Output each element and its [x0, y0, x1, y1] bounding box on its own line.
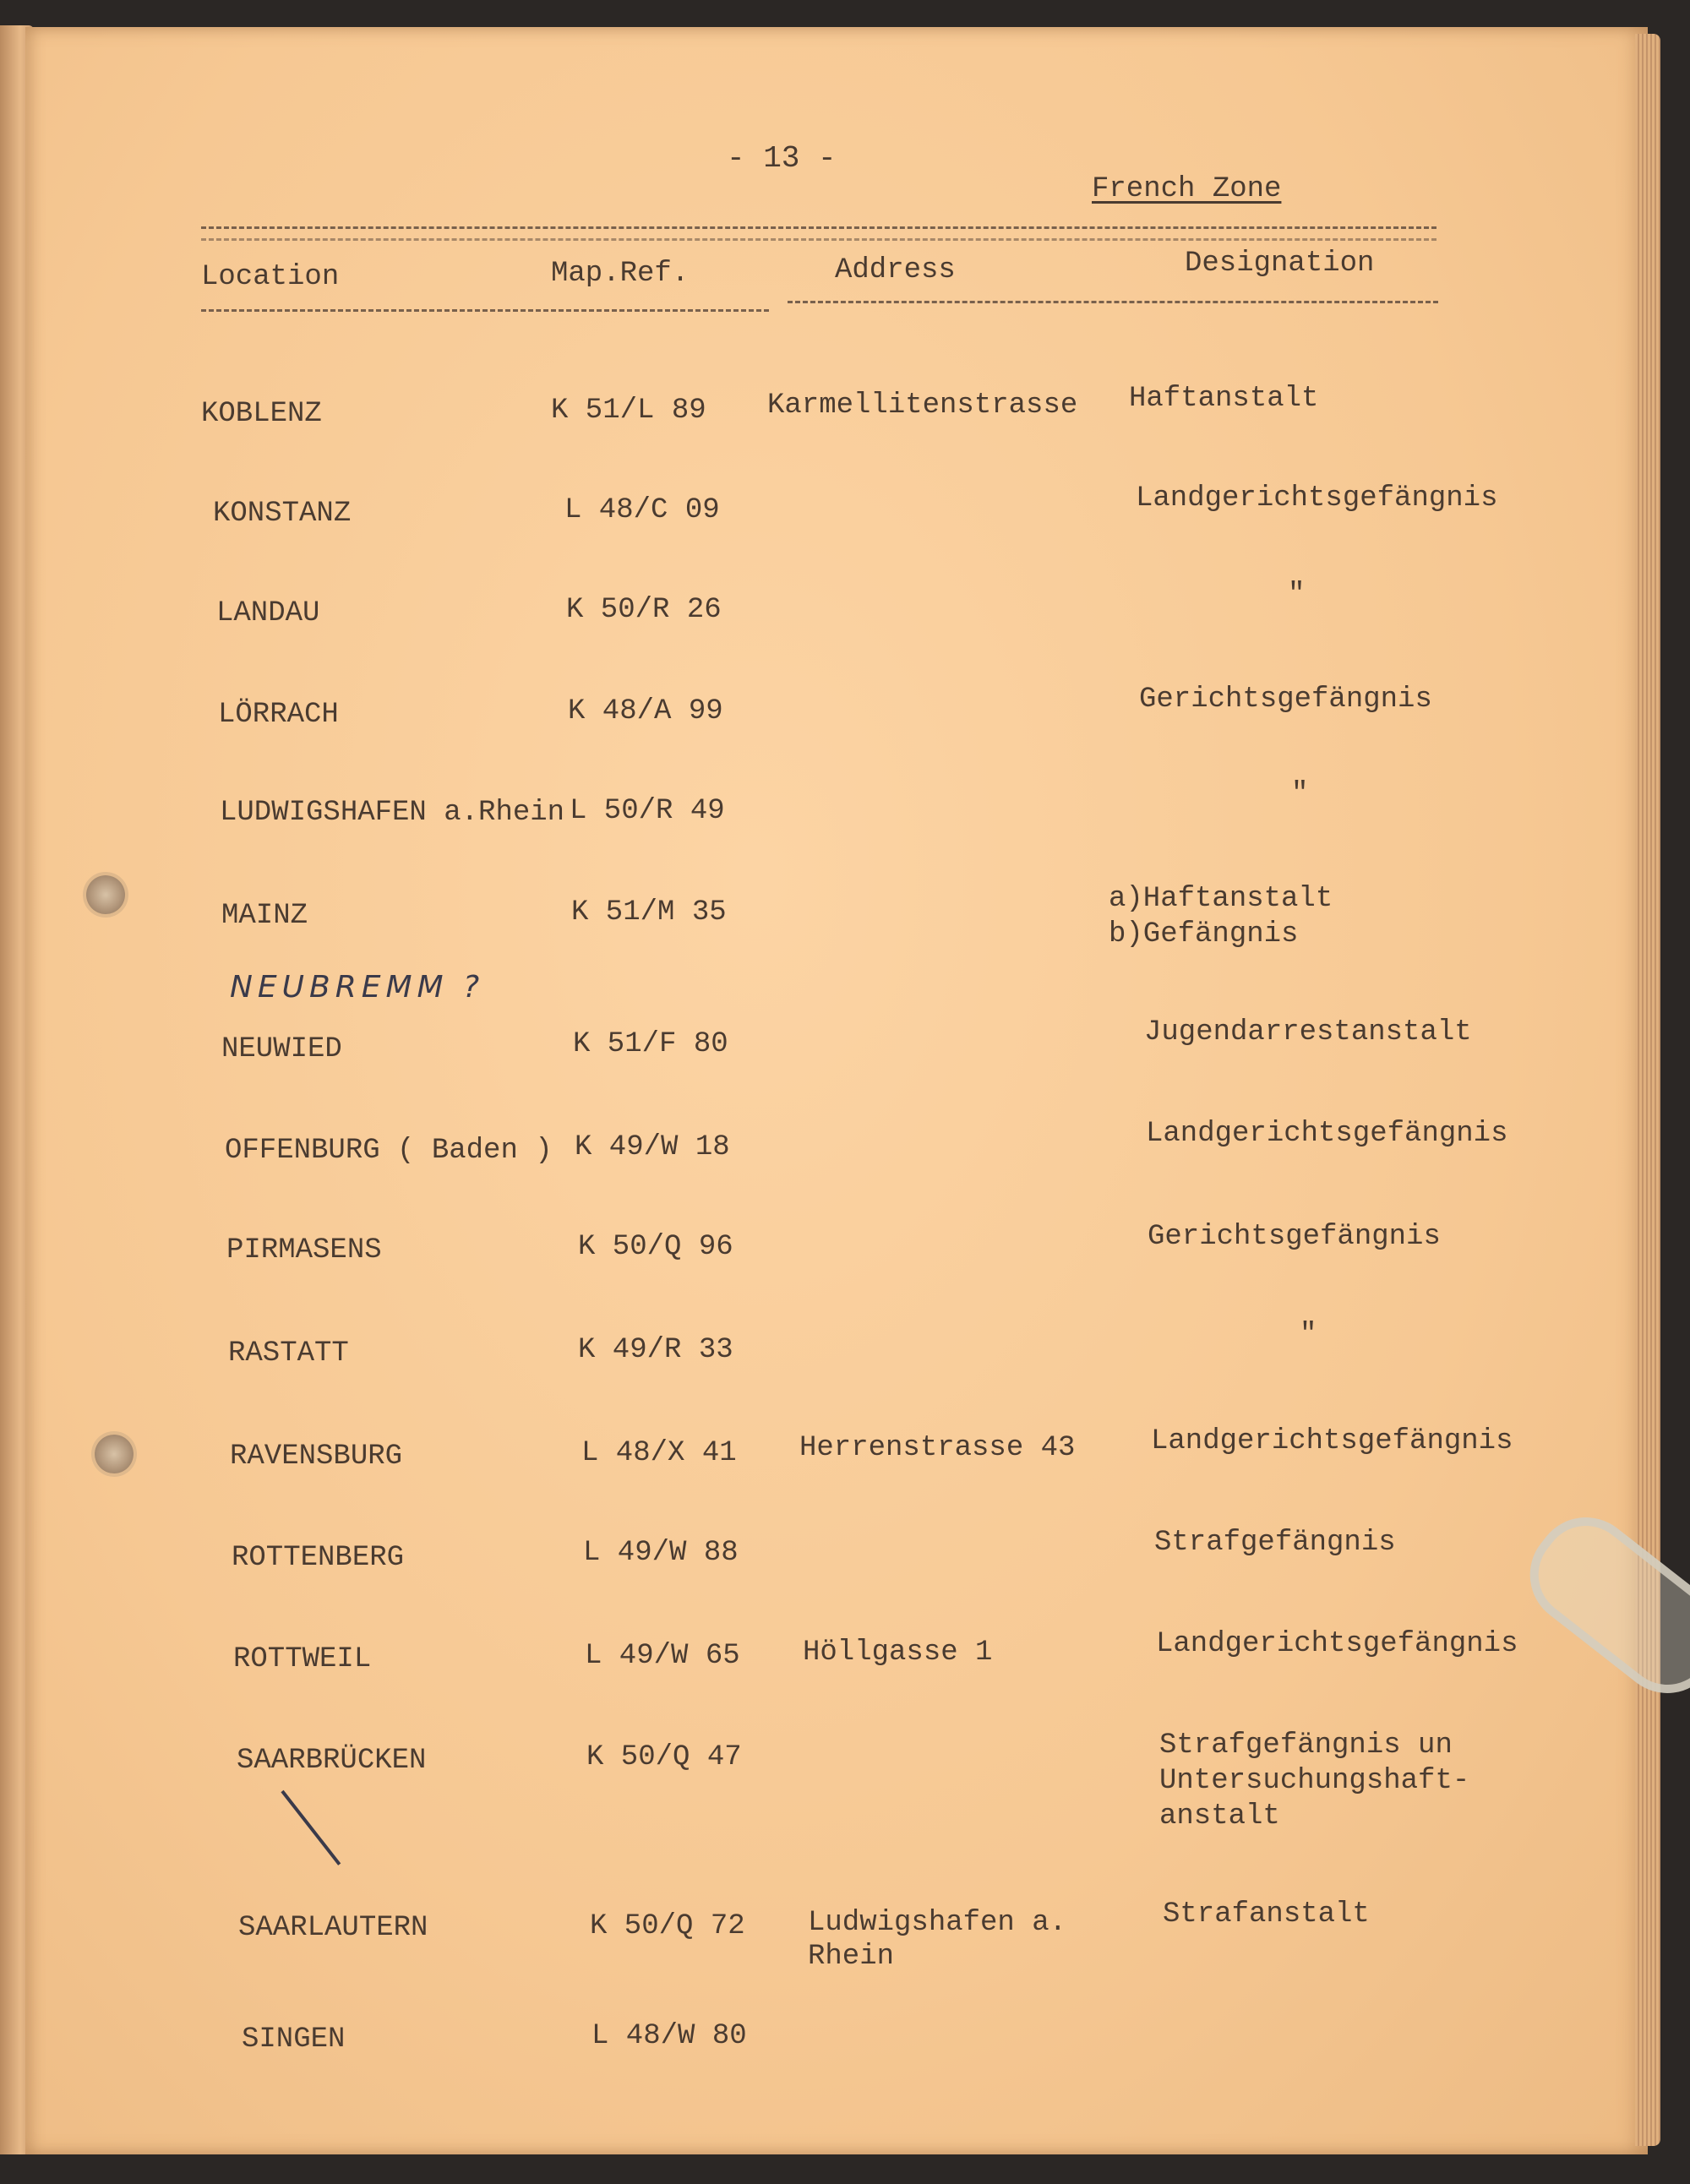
row-location: SAARLAUTERN — [238, 1912, 428, 1944]
row-designation: Gerichtsgefängnis — [1148, 1221, 1441, 1253]
row-address: Karmellitenstrasse — [767, 389, 1078, 422]
row-location: OFFENBURG ( Baden ) — [225, 1135, 553, 1167]
row-designation: Strafgefängnis un — [1159, 1729, 1453, 1762]
row-designation: " — [1291, 778, 1309, 810]
document-page — [25, 27, 1648, 2154]
row-location: ROTTWEIL — [233, 1643, 372, 1675]
row-map-ref: K 48/A 99 — [568, 695, 723, 727]
row-map-ref: L 48/X 41 — [581, 1437, 737, 1469]
header-rule-top-2 — [201, 238, 1436, 241]
row-designation: Landgerichtsgefängnis — [1146, 1118, 1508, 1150]
row-location: RASTATT — [228, 1337, 349, 1370]
col-header-designation: Designation — [1185, 248, 1375, 280]
row-designation-line3: anstalt — [1159, 1800, 1280, 1833]
handwritten-note: NEUBREMM ? — [230, 970, 485, 1005]
row-address: Ludwigshafen a. — [808, 1907, 1067, 1939]
row-address: Herrenstrasse 43 — [799, 1432, 1076, 1464]
row-address: Höllgasse 1 — [803, 1637, 993, 1669]
row-location: LANDAU — [216, 597, 320, 629]
row-location: RAVENSBURG — [230, 1441, 403, 1473]
header-rule-left — [201, 309, 769, 312]
row-location: MAINZ — [221, 900, 308, 932]
row-designation: Gerichtsgefängnis — [1139, 684, 1432, 716]
col-header-map-ref: Map.Ref. — [551, 258, 690, 290]
col-header-address: Address — [835, 254, 956, 286]
row-address-line2: Rhein — [808, 1941, 895, 1973]
punch-hole-lower — [95, 1435, 134, 1473]
row-map-ref: L 50/R 49 — [570, 795, 725, 827]
row-map-ref: K 49/W 18 — [575, 1131, 730, 1163]
row-map-ref: K 50/Q 72 — [590, 1910, 745, 1942]
row-map-ref: L 48/C 09 — [564, 494, 720, 526]
punch-hole-upper — [86, 875, 125, 914]
row-designation-line2: b)Gefängnis — [1109, 918, 1299, 950]
page-number: - 13 - — [727, 141, 837, 176]
row-designation: Strafanstalt — [1163, 1898, 1370, 1931]
row-designation: " — [1288, 579, 1306, 611]
row-designation: a)Haftanstalt — [1109, 883, 1333, 915]
col-header-location: Location — [201, 261, 340, 293]
row-designation: " — [1300, 1319, 1317, 1351]
row-designation: Landgerichtsgefängnis — [1151, 1425, 1513, 1457]
row-map-ref: K 50/R 26 — [566, 594, 722, 626]
header-rule-right — [788, 301, 1438, 303]
row-map-ref: L 48/W 80 — [592, 2020, 747, 2052]
row-location: NEUWIED — [221, 1033, 342, 1065]
row-location: SAARBRÜCKEN — [237, 1745, 427, 1777]
row-designation: Landgerichtsgefängnis — [1156, 1628, 1518, 1660]
row-location: KOBLENZ — [201, 398, 322, 430]
row-map-ref: K 49/R 33 — [578, 1334, 733, 1366]
row-location: LUDWIGSHAFEN a.Rhein — [220, 797, 565, 829]
row-map-ref: K 51/M 35 — [571, 896, 727, 929]
row-designation: Strafgefängnis — [1154, 1527, 1396, 1559]
page-stack-edge — [1635, 34, 1660, 2146]
header-rule-top — [201, 226, 1436, 229]
row-designation: Jugendarrestanstalt — [1144, 1016, 1472, 1048]
row-location: PIRMASENS — [226, 1234, 382, 1266]
row-map-ref: K 51/F 80 — [573, 1028, 728, 1060]
row-map-ref: K 50/Q 96 — [578, 1231, 733, 1263]
row-map-ref: L 49/W 65 — [585, 1640, 740, 1672]
row-location: ROTTENBERG — [232, 1542, 405, 1574]
row-map-ref: K 50/Q 47 — [586, 1741, 742, 1773]
row-designation: Landgerichtsgefängnis — [1136, 482, 1498, 515]
row-location: LÖRRACH — [218, 699, 339, 731]
row-map-ref: K 51/L 89 — [551, 395, 706, 427]
row-designation-line2: Untersuchungshaft- — [1159, 1765, 1470, 1797]
row-map-ref: L 49/W 88 — [583, 1537, 739, 1569]
row-location: KONSTANZ — [213, 498, 352, 530]
row-designation: Haftanstalt — [1129, 383, 1319, 415]
zone-label: French Zone — [1092, 173, 1282, 205]
row-location: SINGEN — [242, 2023, 346, 2056]
